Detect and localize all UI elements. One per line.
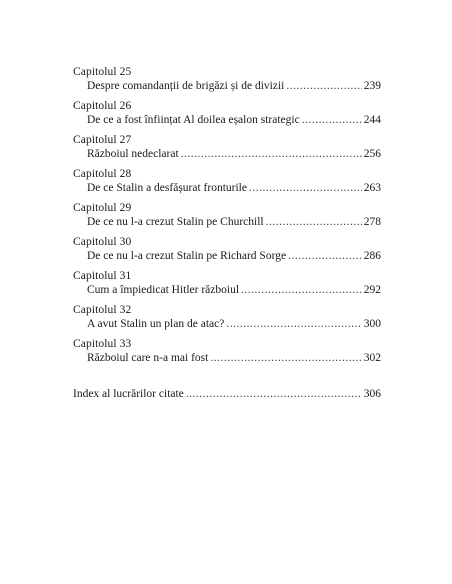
chapter-title: Războiul nedeclarat [87,148,179,160]
chapter-title: De ce nu l-a crezut Stalin pe Churchill [87,216,264,228]
chapter-number: Capitolul 25 [73,66,132,78]
dot-leader [266,215,362,229]
page-number: 300 [363,318,381,330]
toc-row [73,283,381,297]
toc-entry [73,168,381,195]
chapter-number: Capitolul 32 [73,304,132,316]
toc-entry [73,66,381,93]
index-title: Index al lucrărilor citate [73,388,184,400]
page-number: 292 [363,284,381,296]
dot-leader [302,113,362,127]
toc-entry [73,202,381,229]
chapter-title: De ce Stalin a desfășurat fronturile [87,182,247,194]
toc-row [73,79,381,93]
toc-entry [73,338,381,365]
toc-row [73,249,381,263]
toc-entry [73,134,381,161]
dot-leader [286,79,361,93]
chapter-title: De ce a fost înființat Al doilea eșalon strategic [87,114,300,126]
toc-entry [73,236,381,263]
chapter-title: Cum a împiedicat Hitler războiul [87,284,240,296]
chapter-title: Războiul care n-a mai fost [87,352,209,364]
page-number: 256 [363,148,381,160]
chapter-number: Capitolul 33 [73,338,132,350]
dot-leader [249,181,362,195]
page-number: 244 [363,114,381,126]
dot-leader [288,249,362,263]
page-number: 278 [363,216,381,228]
page-number: 306 [363,388,381,400]
toc-row [73,317,381,331]
toc-entry [73,270,381,297]
toc-entry [73,304,381,331]
toc-row [73,351,381,365]
toc-row [73,147,381,161]
page-number: 302 [363,352,381,364]
toc-row [73,181,381,195]
table-of-contents [73,66,381,401]
chapter-title: A avut Stalin un plan de atac? [87,318,225,330]
dot-leader [226,317,361,331]
chapter-number: Capitolul 29 [73,202,132,214]
toc-entry [73,100,381,127]
toc-row [73,113,381,127]
dot-leader [210,351,361,365]
page-number: 263 [363,182,381,194]
chapter-title: Despre comandanții de brigăzi și de divizii [87,80,285,92]
page-number: 239 [363,80,381,92]
chapter-title: De ce nu l-a crezut Stalin pe Richard Sorge [87,250,287,262]
dot-leader [241,283,362,297]
toc-row [73,215,381,229]
index-entry [73,387,381,401]
dot-leader [186,387,362,401]
chapter-number: Capitolul 27 [73,134,132,146]
chapter-number: Capitolul 31 [73,270,132,282]
chapter-number: Capitolul 30 [73,236,132,248]
page-number: 286 [363,250,381,262]
dot-leader [181,147,362,161]
chapter-number: Capitolul 26 [73,100,132,112]
chapter-number: Capitolul 28 [73,168,132,180]
